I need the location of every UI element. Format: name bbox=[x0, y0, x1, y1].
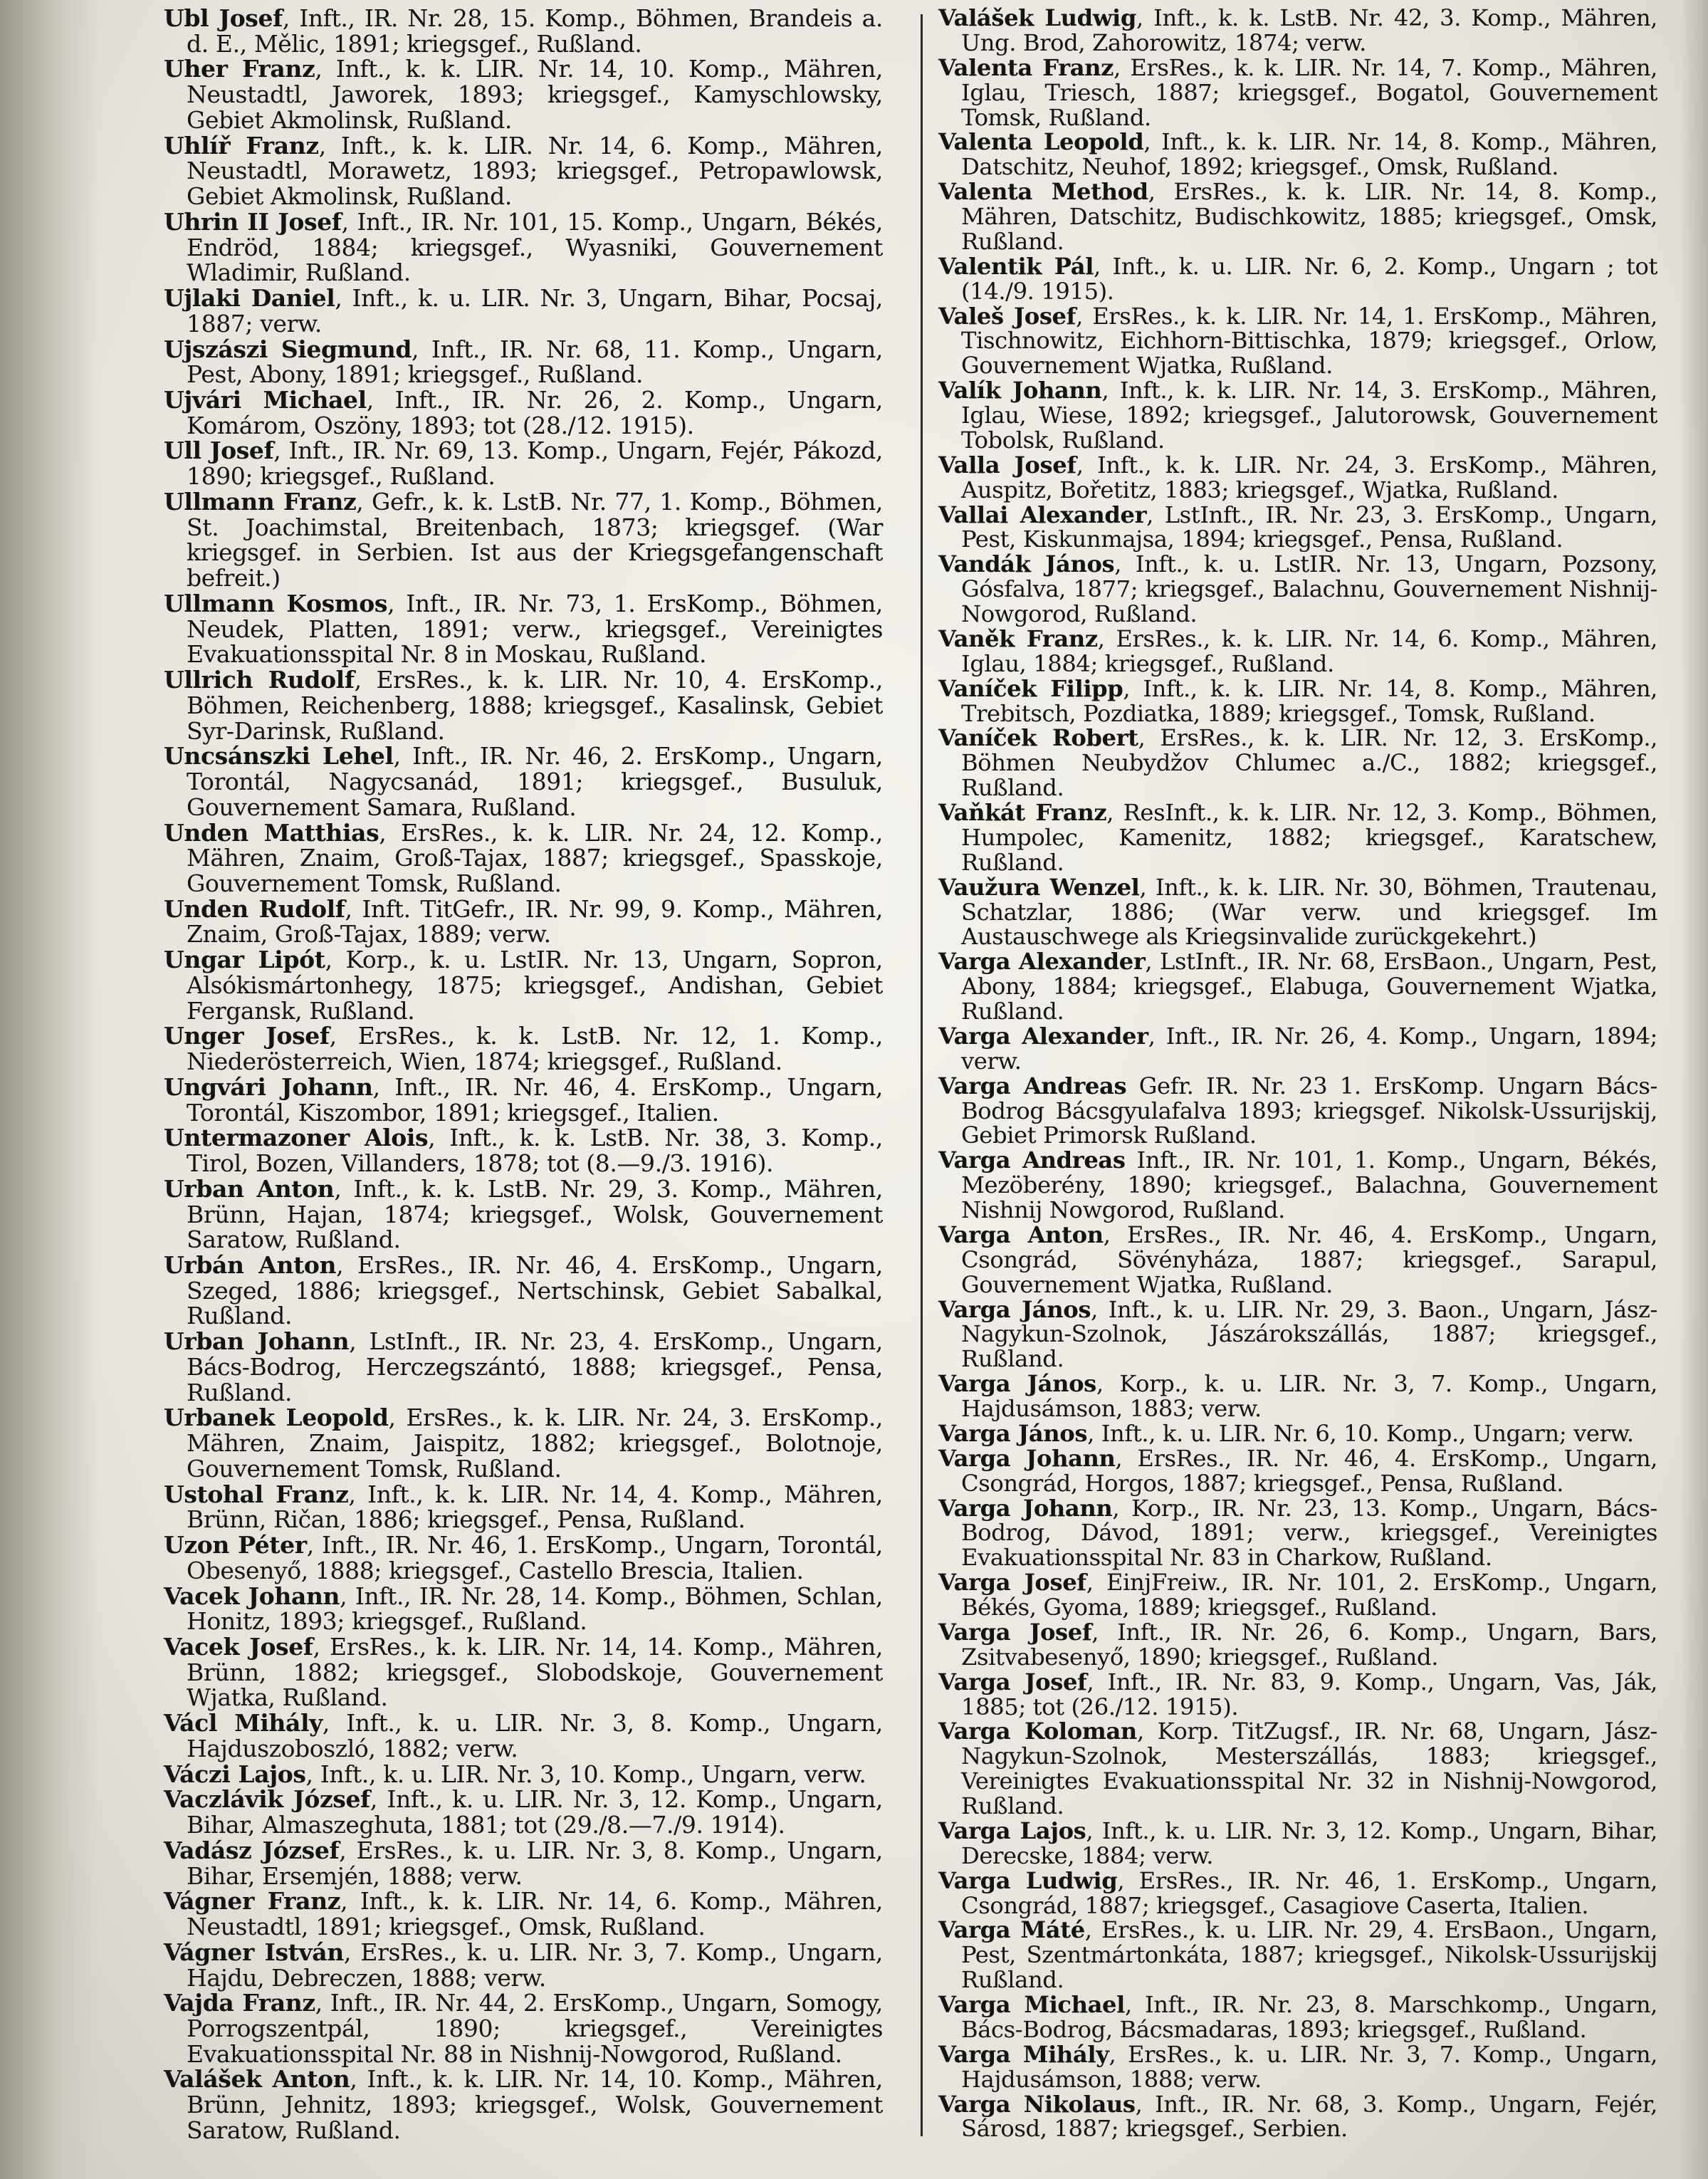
entry-details: , Inft., k. k. LIR. Nr. 14, 8. Komp., Mähren, Datschitz, Neuhof, 1892; kriegsgef., Omsk, Rußland. bbox=[961, 128, 1657, 181]
entry-details: , Korp. TitZugsf., IR. Nr. 68, Ungarn, Jász-Nagykun-Szolnok, Mesterszállás, 1883; kriegsgef., Vereinigtes Evakuationsspital Nr. 32 in Nishnij-Nowgorod, Rußland. bbox=[961, 1718, 1657, 1819]
entry-name: Uzon Péter bbox=[164, 1531, 307, 1559]
entry-details: , Inft., k. k. LIR. Nr. 14, 3. ErsKomp., Mähren, Iglau, Wiese, 1892; kriegsgef., Jalutorowsk, Gouvernement Tobolsk, Rußland. bbox=[961, 377, 1657, 454]
list-item bbox=[164, 894, 883, 949]
list-item bbox=[938, 378, 1657, 453]
entry-details: , Inft., k. u. LIR. Nr. 29, 3. Baon., Ungarn, Jász-Nagykun-Szolnok, Jászárokszállás, 1887; kriegsgef., Rußland. bbox=[961, 1295, 1657, 1373]
list-item bbox=[164, 1482, 883, 1532]
entry-details: , Inft., k. k. LstB. Nr. 42, 3. Komp., Mähren, Ung. Brod, Zahorowitz, 1874; verw. bbox=[961, 4, 1658, 56]
list-item bbox=[938, 503, 1657, 553]
entry-details: , Inft., k. k. LIR. Nr. 24, 3. ErsKomp., Mähren, Auspitz, Bořetitz, 1883; kriegsgef., Wjatka, Rußland. bbox=[961, 451, 1657, 503]
entry-name: Vallai Alexander bbox=[938, 501, 1147, 528]
entry-name: Unger Josef bbox=[164, 1022, 330, 1050]
entry-name: Urban Anton bbox=[164, 1174, 335, 1203]
entry-details: , ErsRes., k. k. LIR. Nr. 12, 3. ErsKomp., Böhmen Neubydžov Chlumec a./C., 1882; kriegsgef., Rußland. bbox=[961, 724, 1657, 802]
entry-details: , ErsRes., IR. Nr. 46, 4. ErsKomp., Ungarn, Szeged, 1886; kriegsgef., Nertschinsk, Gebiet Sabalkal, Rußland. bbox=[187, 1250, 884, 1330]
entry-name: Vaužura Wenzel bbox=[938, 873, 1140, 901]
entry-name: Vágner Franz bbox=[164, 1887, 341, 1916]
list-item bbox=[164, 337, 883, 387]
list-item bbox=[938, 1446, 1657, 1496]
entry-details: , EinjFreiw., IR. Nr. 101, 2. ErsKomp., Ungarn, Békés, Gyoma, 1889; kriegsgef., Rußland. bbox=[961, 1569, 1657, 1621]
entry-details: , ErsRes., k. k. LstB. Nr. 12, 1. Komp., Niederösterreich, Wien, 1874; kriegsgef., Rußland. bbox=[187, 1022, 883, 1076]
list-item bbox=[164, 1023, 883, 1074]
list-item bbox=[164, 1532, 883, 1583]
list-item bbox=[164, 6, 883, 56]
left-column bbox=[164, 6, 883, 2143]
entry-details: , Inft., IR. Nr. 26, 2. Komp., Ungarn, Komárom, Oszöny, 1893; tot (28./12. 1915). bbox=[187, 386, 883, 439]
entry-name: Varga Alexander bbox=[938, 948, 1146, 976]
list-item bbox=[938, 53, 1657, 131]
list-item bbox=[164, 1405, 883, 1481]
list-item bbox=[938, 6, 1657, 56]
entry-name: Vaczlávik József bbox=[164, 1785, 370, 1814]
entry-details: , Inft., k. u. LIR. Nr. 6, 10. Komp., Ungarn; verw. bbox=[1087, 1419, 1634, 1447]
list-item bbox=[938, 1570, 1657, 1620]
entry-details: , Inft., IR. Nr. 26, 4. Komp., Ungarn, 1894; verw. bbox=[961, 1022, 1657, 1075]
entry-name: Ungvári Johann bbox=[164, 1072, 373, 1101]
entry-name: Vaňkát Franz bbox=[938, 799, 1107, 826]
list-item bbox=[164, 1710, 883, 1761]
list-item bbox=[938, 1297, 1657, 1372]
entry-name: Ullrich Rudolf bbox=[164, 666, 355, 694]
entry-name: Varga János bbox=[938, 1370, 1096, 1398]
entry-details: , Inft., IR. Nr. 23, 8. Marschkomp., Ungarn, Bács-Bodrog, Bácsmadaras, 1893; kriegsgef., Rußland. bbox=[961, 1991, 1657, 2043]
entry-details: , Inft., k. u. LIR. Nr. 3, 10. Komp., Ungarn, verw. bbox=[305, 1760, 866, 1788]
entry-details: , Inft., IR. Nr. 28, 14. Komp., Böhmen, Schlan, Honitz, 1893; kriegsgef., Rußland. bbox=[187, 1582, 883, 1636]
entry-details: Gefr. IR. Nr. 23 1. ErsKomp. Ungarn Bács-Bodrog Bácsgyulafalva 1893; kriegsgef. Nikolsk-Ussurijskij, Gebiet Primorsk Rußland. bbox=[961, 1072, 1658, 1149]
entry-name: Valenta Method bbox=[938, 178, 1148, 206]
entry-details: , ErsRes., IR. Nr. 46, 1. ErsKomp., Ungarn, Csongrád, 1887; kriegsgef., Casagiove Caserta, Italien. bbox=[961, 1866, 1657, 1919]
entry-name: Váczi Lajos bbox=[164, 1760, 306, 1788]
entry-details: , Inft., k. k. LIR. Nr. 14, 10. Komp., Mähren, Brünn, Jehnitz, 1893; kriegsgef., Wolsk, Gouvernement Saratow, Rußland. bbox=[187, 2065, 883, 2144]
list-item bbox=[164, 1329, 883, 1405]
list-item bbox=[164, 2066, 883, 2143]
list-item bbox=[938, 1371, 1657, 1421]
entry-name: Varga Josef bbox=[938, 1618, 1092, 1646]
entry-name: Ull Josef bbox=[164, 437, 274, 465]
entry-details: , ErsRes., IR. Nr. 46, 4. ErsKomp., Ungarn, Csongrád, Sövényháza, 1887; kriegsgef., Sarapul, Gouvernement Wjatka, Rußland. bbox=[961, 1221, 1657, 1298]
list-item bbox=[164, 1990, 883, 2066]
entry-details: , Inft., k. u. LIR. Nr. 3, 12. Komp., Ungarn, Bihar, Derecske, 1884; verw. bbox=[961, 1817, 1657, 1869]
list-item bbox=[938, 1496, 1657, 1571]
entry-name: Varga Ludwig bbox=[938, 1866, 1118, 1894]
entry-name: Uncsánszki Lehel bbox=[164, 742, 394, 770]
entry-name: Vandák János bbox=[938, 550, 1115, 578]
entry-name: Valeš Josef bbox=[938, 302, 1076, 330]
entry-name: Vadász József bbox=[164, 1836, 340, 1864]
list-item bbox=[164, 1584, 883, 1634]
list-item bbox=[938, 1866, 1657, 1919]
entry-details: , Inft., IR. Nr. 101, 15. Komp., Ungarn, Békés, Endröd, 1884; kriegsgef., Wyasniki, Gouvernement Wladimir, Rußland. bbox=[187, 207, 883, 287]
entry-name: Varga Josef bbox=[938, 1668, 1087, 1695]
entry-name: Valentik Pál bbox=[938, 252, 1094, 280]
entry-details: , Inft., k. u. LIR. Nr. 3, 8. Komp., Ungarn, Hajduszoboszló, 1882; verw. bbox=[187, 1709, 883, 1762]
list-item bbox=[164, 133, 883, 209]
list-item bbox=[938, 726, 1657, 800]
list-item bbox=[164, 1250, 884, 1330]
entry-name: Vaníček Filipp bbox=[938, 674, 1123, 702]
list-item bbox=[938, 1421, 1657, 1446]
entry-details: , ErsRes., k. k. LIR. Nr. 14, 6. Komp., Mähren, Iglau, 1884; kriegsgef., Rußland. bbox=[961, 625, 1657, 677]
list-item bbox=[164, 743, 883, 820]
list-item bbox=[938, 1620, 1657, 1670]
list-item bbox=[938, 1719, 1657, 1819]
entry-name: Varga Mihály bbox=[938, 2040, 1109, 2068]
list-item bbox=[164, 286, 883, 336]
entry-details: , Inft., IR. Nr. 26, 6. Komp., Ungarn, Bars, Zsitvabesenyő, 1890; kriegsgef., Rußland. bbox=[961, 1618, 1657, 1671]
entry-name: Ullmann Kosmos bbox=[164, 589, 388, 617]
entry-name: Valla Josef bbox=[938, 451, 1076, 479]
list-item bbox=[938, 949, 1657, 1024]
list-item bbox=[164, 591, 883, 667]
entry-name: Uher Franz bbox=[164, 55, 315, 83]
entry-details: , Inft., k. u. LIR. Nr. 3, Ungarn, Bihar, Pocsaj, 1887; verw. bbox=[187, 284, 884, 338]
entry-name: Varga János bbox=[938, 1419, 1088, 1447]
entry-name: Ullmann Franz bbox=[164, 487, 357, 516]
list-item bbox=[938, 130, 1657, 179]
entry-name: Valenta Leopold bbox=[938, 128, 1144, 156]
entry-details: , Inft., k. u. LIR. Nr. 6, 2. Komp., Ungarn ; tot (14./9. 1915). bbox=[961, 252, 1657, 305]
entry-name: Vágner István bbox=[164, 1938, 344, 1966]
entry-name: Uhlíř Franz bbox=[164, 131, 319, 160]
entry-details: , Inft., IR. Nr. 46, 4. ErsKomp., Ungarn, Torontál, Kiszombor, 1891; kriegsgef., Italien. bbox=[187, 1072, 884, 1127]
entry-details: , Gefr., k. k. LstB. Nr. 77, 1. Komp., Böhmen, St. Joachimstal, Breitenbach, 1873; kriegsgef. (War kriegsgef. in Serbien. Ist aus der Kriegsgefangenschaft befreit.) bbox=[187, 487, 883, 592]
entry-details: , Inft., IR. Nr. 46, 1. ErsKomp., Ungarn, Torontál, Obesenyő, 1888; kriegsgef., Castello Brescia, Italien. bbox=[187, 1531, 883, 1584]
list-item bbox=[164, 437, 883, 491]
entry-name: Varga Lajos bbox=[938, 1817, 1086, 1844]
entry-name: Valenta Franz bbox=[938, 53, 1114, 81]
list-item bbox=[164, 1634, 883, 1710]
entry-name: Ungar Lipót bbox=[164, 946, 325, 974]
entry-details: , ErsRes., k. u. LIR. Nr. 3, 7. Komp., Ungarn, Hajdusámson, 1888; verw. bbox=[961, 2040, 1657, 2093]
entry-details: , ErsRes., k. u. LIR. Nr. 29, 4. ErsBaon., Ungarn, Pest, Szentmártonkáta, 1887; kriegsgef., Nikolsk-Ussurijskij Rußland. bbox=[961, 1916, 1657, 1994]
entry-details: , LstInft., IR. Nr. 23, 3. ErsKomp., Ungarn, Pest, Kiskunmajsa, 1894; kriegsgef., Pensa, Rußland. bbox=[961, 501, 1657, 553]
entry-details: , Inft., IR. Nr. 69, 13. Komp., Ungarn, Fejér, Pákozd, 1890; kriegsgef., Rußland. bbox=[187, 437, 883, 491]
page-shadow-right bbox=[1680, 0, 1708, 2179]
entry-name: Varga Andreas bbox=[938, 1146, 1126, 1174]
list-item bbox=[938, 2092, 1657, 2142]
list-item bbox=[938, 676, 1657, 726]
entry-name: Valášek Anton bbox=[164, 2065, 350, 2094]
entry-details: , Inft., IR. Nr. 73, 1. ErsKomp., Böhmen, Neudek, Platten, 1891; verw., kriegsgef., Vereinigtes Evakuationsspital Nr. 8 in Moskau, Rußland. bbox=[187, 589, 884, 669]
list-item bbox=[164, 947, 883, 1023]
entry-name: Varga Anton bbox=[938, 1221, 1104, 1248]
list-item bbox=[164, 209, 883, 286]
list-item bbox=[938, 627, 1657, 676]
entry-name: Varga János bbox=[938, 1295, 1091, 1323]
entry-name: Varga Koloman bbox=[938, 1718, 1137, 1745]
list-item bbox=[938, 254, 1657, 304]
entry-details: , Inft., k. k. LIR. Nr. 14, 8. Komp., Mähren, Trebitsch, Pozdiatka, 1889; kriegsgef., Tomsk, Rußland. bbox=[961, 674, 1657, 727]
entry-details: , Inft., k. k. LstB. Nr. 29, 3. Komp., Mähren, Brünn, Hajan, 1874; kriegsgef., Wolsk, Gouvernement Saratow, Rußland. bbox=[187, 1174, 883, 1254]
list-item bbox=[164, 1888, 883, 1939]
entry-name: Ujvári Michael bbox=[164, 386, 367, 414]
entry-name: Vaníček Robert bbox=[938, 724, 1138, 752]
entry-details: , Inft., k. k. LIR. Nr. 14, 6. Komp., Mähren, Neustadtl, 1891; kriegsgef., Omsk, Rußland. bbox=[187, 1887, 883, 1941]
list-item bbox=[938, 1024, 1657, 1074]
list-item bbox=[164, 1940, 883, 1990]
entry-details: , Inft., IR. Nr. 83, 9. Komp., Ungarn, Vas, Ják, 1885; tot (26./12. 1915). bbox=[961, 1668, 1657, 1720]
entry-details: , Korp., k. u. LstIR. Nr. 13, Ungarn, Sopron, Alsókismártonhegy, 1875; kriegsgef., Andishan, Gebiet Fergansk, Rußland. bbox=[187, 946, 883, 1025]
list-item bbox=[164, 1787, 883, 1837]
entry-details: , LstInft., IR. Nr. 23, 4. ErsKomp., Ungarn, Bács-Bodrog, Herczegszántó, 1888; kriegsgef., Pensa, Rußland. bbox=[187, 1327, 883, 1406]
list-item bbox=[938, 800, 1657, 875]
entry-name: Vajda Franz bbox=[164, 1989, 315, 2017]
entry-details: , Inft., k. k. LstB. Nr. 38, 3. Komp., Tirol, Bozen, Villanders, 1878; tot (8.—9./3. 1916). bbox=[187, 1124, 883, 1178]
list-item bbox=[164, 1762, 883, 1787]
list-item bbox=[938, 1670, 1657, 1720]
entry-name: Urban Johann bbox=[164, 1327, 350, 1356]
entry-details: , Inft., k. u. LIR. Nr. 3, 12. Komp., Ungarn, Bihar, Almaszeghuta, 1881; tot (29./8.—7./9. 1914). bbox=[187, 1785, 883, 1839]
list-item bbox=[164, 387, 883, 438]
entry-name: Vacek Johann bbox=[164, 1582, 340, 1610]
entry-details: , Inft., IR. Nr. 44, 2. ErsKomp., Ungarn, Somogy, Porrogszentpál, 1890; kriegsgef., Vereinigtes Evakuationsspital Nr. 88 in Nishnij-Nowgorod, Rußland. bbox=[187, 1989, 884, 2068]
entry-name: Urbanek Leopold bbox=[164, 1404, 389, 1432]
entry-name: Varga Alexander bbox=[938, 1022, 1148, 1050]
list-item bbox=[938, 1074, 1657, 1149]
list-item bbox=[938, 2042, 1657, 2092]
entry-details: , Inft., IR. Nr. 68, 3. Komp., Ungarn, Fejér, Sárosd, 1887; kriegsgef., Serbien. bbox=[961, 2090, 1657, 2143]
list-item bbox=[164, 489, 883, 591]
list-item bbox=[938, 1819, 1657, 1869]
list-item bbox=[938, 1992, 1657, 2042]
list-item bbox=[164, 1838, 883, 1888]
column-divider bbox=[921, 14, 923, 2136]
entry-details: , Inft. TitGefr., IR. Nr. 99, 9. Komp., Mähren, Znaim, Groß-Tajax, 1889; verw. bbox=[187, 894, 883, 949]
entry-details: , Inft., IR. Nr. 28, 15. Komp., Böhmen, Brandeis a. d. E., Mělic, 1891; kriegsgef., Rußland. bbox=[187, 4, 883, 58]
entry-details: , ErsRes., k. k. LIR. Nr. 14, 8. Komp., Mähren, Datschitz, Budischkowitz, 1885; kriegsgef., Omsk, Rußland. bbox=[961, 178, 1657, 255]
list-item bbox=[938, 552, 1657, 627]
entry-name: Vaněk Franz bbox=[938, 625, 1098, 652]
entry-name: Ubl Josef bbox=[164, 4, 283, 32]
entry-name: Ujszászi Siegmund bbox=[164, 335, 412, 363]
list-item bbox=[938, 453, 1657, 503]
entry-details: Inft., IR. Nr. 101, 1. Komp., Ungarn, Békés, Mezöberény, 1890; kriegsgef., Balachna, Gouvernement Nishnij Nowgorod, Rußland. bbox=[961, 1146, 1657, 1223]
entry-name: Valášek Ludwig bbox=[938, 4, 1136, 31]
entry-name: Varga Andreas bbox=[938, 1072, 1127, 1099]
entry-details: , ErsRes., k. k. LIR. Nr. 14, 14. Komp., Mähren, Brünn, 1882; kriegsgef., Slobodskoje, Gouvernement Wjatka, Rußland. bbox=[187, 1633, 883, 1712]
entry-details: , ErsRes., k. k. LIR. Nr. 14, 1. ErsKomp., Mähren, Tischnowitz, Eichhorn-Bittischka, 1879; kriegsgef., Orlow, Gouvernement Wjatka, Rußland. bbox=[961, 302, 1657, 380]
entry-name: Václ Mihály bbox=[164, 1709, 323, 1738]
page-shadow-left bbox=[0, 0, 100, 2179]
list-item bbox=[938, 1918, 1657, 1992]
entry-details: , ErsRes., k. k. LIR. Nr. 24, 12. Komp., Mähren, Znaim, Groß-Tajax, 1887; kriegsgef., Spasskoje, Gouvernement Tomsk, Rußland. bbox=[187, 818, 883, 897]
entry-name: Varga Josef bbox=[938, 1569, 1086, 1597]
entry-name: Untermazoner Alois bbox=[164, 1124, 429, 1152]
entry-details: , Korp., IR. Nr. 23, 13. Komp., Ungarn, Bács-Bodrog, Dávod, 1891; verw., kriegsgef., Vereinigtes Evakuationsspital Nr. 83 in Charkow, Rußland. bbox=[961, 1494, 1657, 1572]
entry-details: , ErsRes., IR. Nr. 46, 4. ErsKomp., Ungarn, Csongrád, Horgos, 1887; kriegsgef., Pensa, Rußland. bbox=[961, 1444, 1657, 1497]
entry-name: Varga Nikolaus bbox=[938, 2090, 1136, 2118]
entry-details: , Inft., IR. Nr. 68, 11. Komp., Ungarn, Pest, Abony, 1891; kriegsgef., Rußland. bbox=[187, 335, 883, 389]
list-item bbox=[938, 304, 1657, 379]
entry-details: , ErsRes., k. u. LIR. Nr. 3, 7. Komp., Ungarn, Hajdu, Debreczen, 1888; verw. bbox=[187, 1938, 883, 1992]
entry-details: , Inft., IR. Nr. 46, 2. ErsKomp., Ungarn, Torontál, Nagycsanád, 1891; kriegsgef., Busuluk, Gouvernement Samara, Rußland. bbox=[187, 742, 883, 821]
entry-details: , ErsRes., k. k. LIR. Nr. 24, 3. ErsKomp., Mähren, Znaim, Jaispitz, 1882; kriegsgef., Bolotnoje, Gouvernement Tomsk, Rußland. bbox=[187, 1404, 883, 1483]
entry-name: Unden Rudolf bbox=[164, 894, 345, 923]
entry-details: , ErsRes., k. u. LIR. Nr. 3, 8. Komp., Ungarn, Bihar, Ersemjén, 1888; verw. bbox=[187, 1836, 883, 1890]
entry-details: , ResInft., k. k. LIR. Nr. 12, 3. Komp., Böhmen, Humpolec, Kamenitz, 1882; kriegsgef., Karatschew, Rußland. bbox=[961, 799, 1657, 876]
entry-name: Ujlaki Daniel bbox=[164, 284, 335, 313]
list-item bbox=[164, 1176, 883, 1253]
list-item bbox=[164, 820, 883, 897]
list-item bbox=[164, 667, 883, 743]
entry-details: , Inft., k. k. LIR. Nr. 14, 6. Komp., Mähren, Neustadtl, Morawetz, 1893; kriegsgef., Petropawlowsk, Gebiet Akmolinsk, Rußland. bbox=[187, 131, 883, 211]
entry-details: , Inft., k. k. LIR. Nr. 14, 10. Komp., Mähren, Neustadtl, Jaworek, 1893; kriegsgef., Kamyschlowsky, Gebiet Akmolinsk, Rußland. bbox=[187, 55, 883, 134]
entry-details: , LstInft., IR. Nr. 68, ErsBaon., Ungarn, Pest, Abony, 1884; kriegsgef., Elabuga, Gouvernement Wjatka, Rußland. bbox=[961, 948, 1657, 1025]
list-item bbox=[164, 56, 883, 132]
list-item bbox=[164, 1072, 884, 1127]
right-column bbox=[938, 6, 1657, 2141]
entry-name: Varga Johann bbox=[938, 1494, 1113, 1522]
entry-details: , Korp., k. u. LIR. Nr. 3, 7. Komp., Ungarn, Hajdusámson, 1883; verw. bbox=[961, 1370, 1657, 1422]
entry-name: Varga Máté bbox=[938, 1916, 1085, 1944]
entry-name: Varga Johann bbox=[938, 1444, 1116, 1472]
entry-name: Valík Johann bbox=[938, 377, 1102, 404]
list-item bbox=[938, 1148, 1657, 1223]
entry-name: Uhrin II Josef bbox=[164, 207, 342, 236]
entry-name: Unden Matthias bbox=[164, 818, 379, 847]
entry-details: , Inft., k. k. LIR. Nr. 14, 4. Komp., Mähren, Brünn, Ričan, 1886; kriegsgef., Pensa, Rußland. bbox=[187, 1480, 883, 1534]
entry-name: Varga Michael bbox=[938, 1991, 1125, 2018]
entry-details: , Inft., k. u. LstIR. Nr. 13, Ungarn, Pozsony, Gósfalva, 1877; kriegsgef., Balachnu, Gouvernement Nishnij-Nowgorod, Rußland. bbox=[961, 550, 1657, 627]
entry-details: , ErsRes., k. k. LIR. Nr. 14, 7. Komp., Mähren, Iglau, Triesch, 1887; kriegsgef., Bogatol, Gouvernement Tomsk, Rußland. bbox=[961, 53, 1657, 131]
list-item bbox=[938, 875, 1657, 950]
list-item bbox=[938, 179, 1657, 254]
entry-name: Vacek Josef bbox=[164, 1633, 313, 1661]
list-item bbox=[164, 1125, 883, 1176]
list-item bbox=[938, 1223, 1657, 1297]
entry-details: , Inft., k. k. LIR. Nr. 30, Böhmen, Trautenau, Schatzlar, 1886; (War verw. und kriegsgef. Im Austauschwege als Kriegsinvalide zurückgekehrt.) bbox=[961, 873, 1657, 951]
entry-details: , ErsRes., k. k. LIR. Nr. 10, 4. ErsKomp., Böhmen, Reichenberg, 1888; kriegsgef., Kasalinsk, Gebiet Syr-Darinsk, Rußland. bbox=[187, 666, 883, 745]
entry-name: Urbán Anton bbox=[164, 1250, 337, 1279]
entry-name: Ustohal Franz bbox=[164, 1480, 349, 1508]
